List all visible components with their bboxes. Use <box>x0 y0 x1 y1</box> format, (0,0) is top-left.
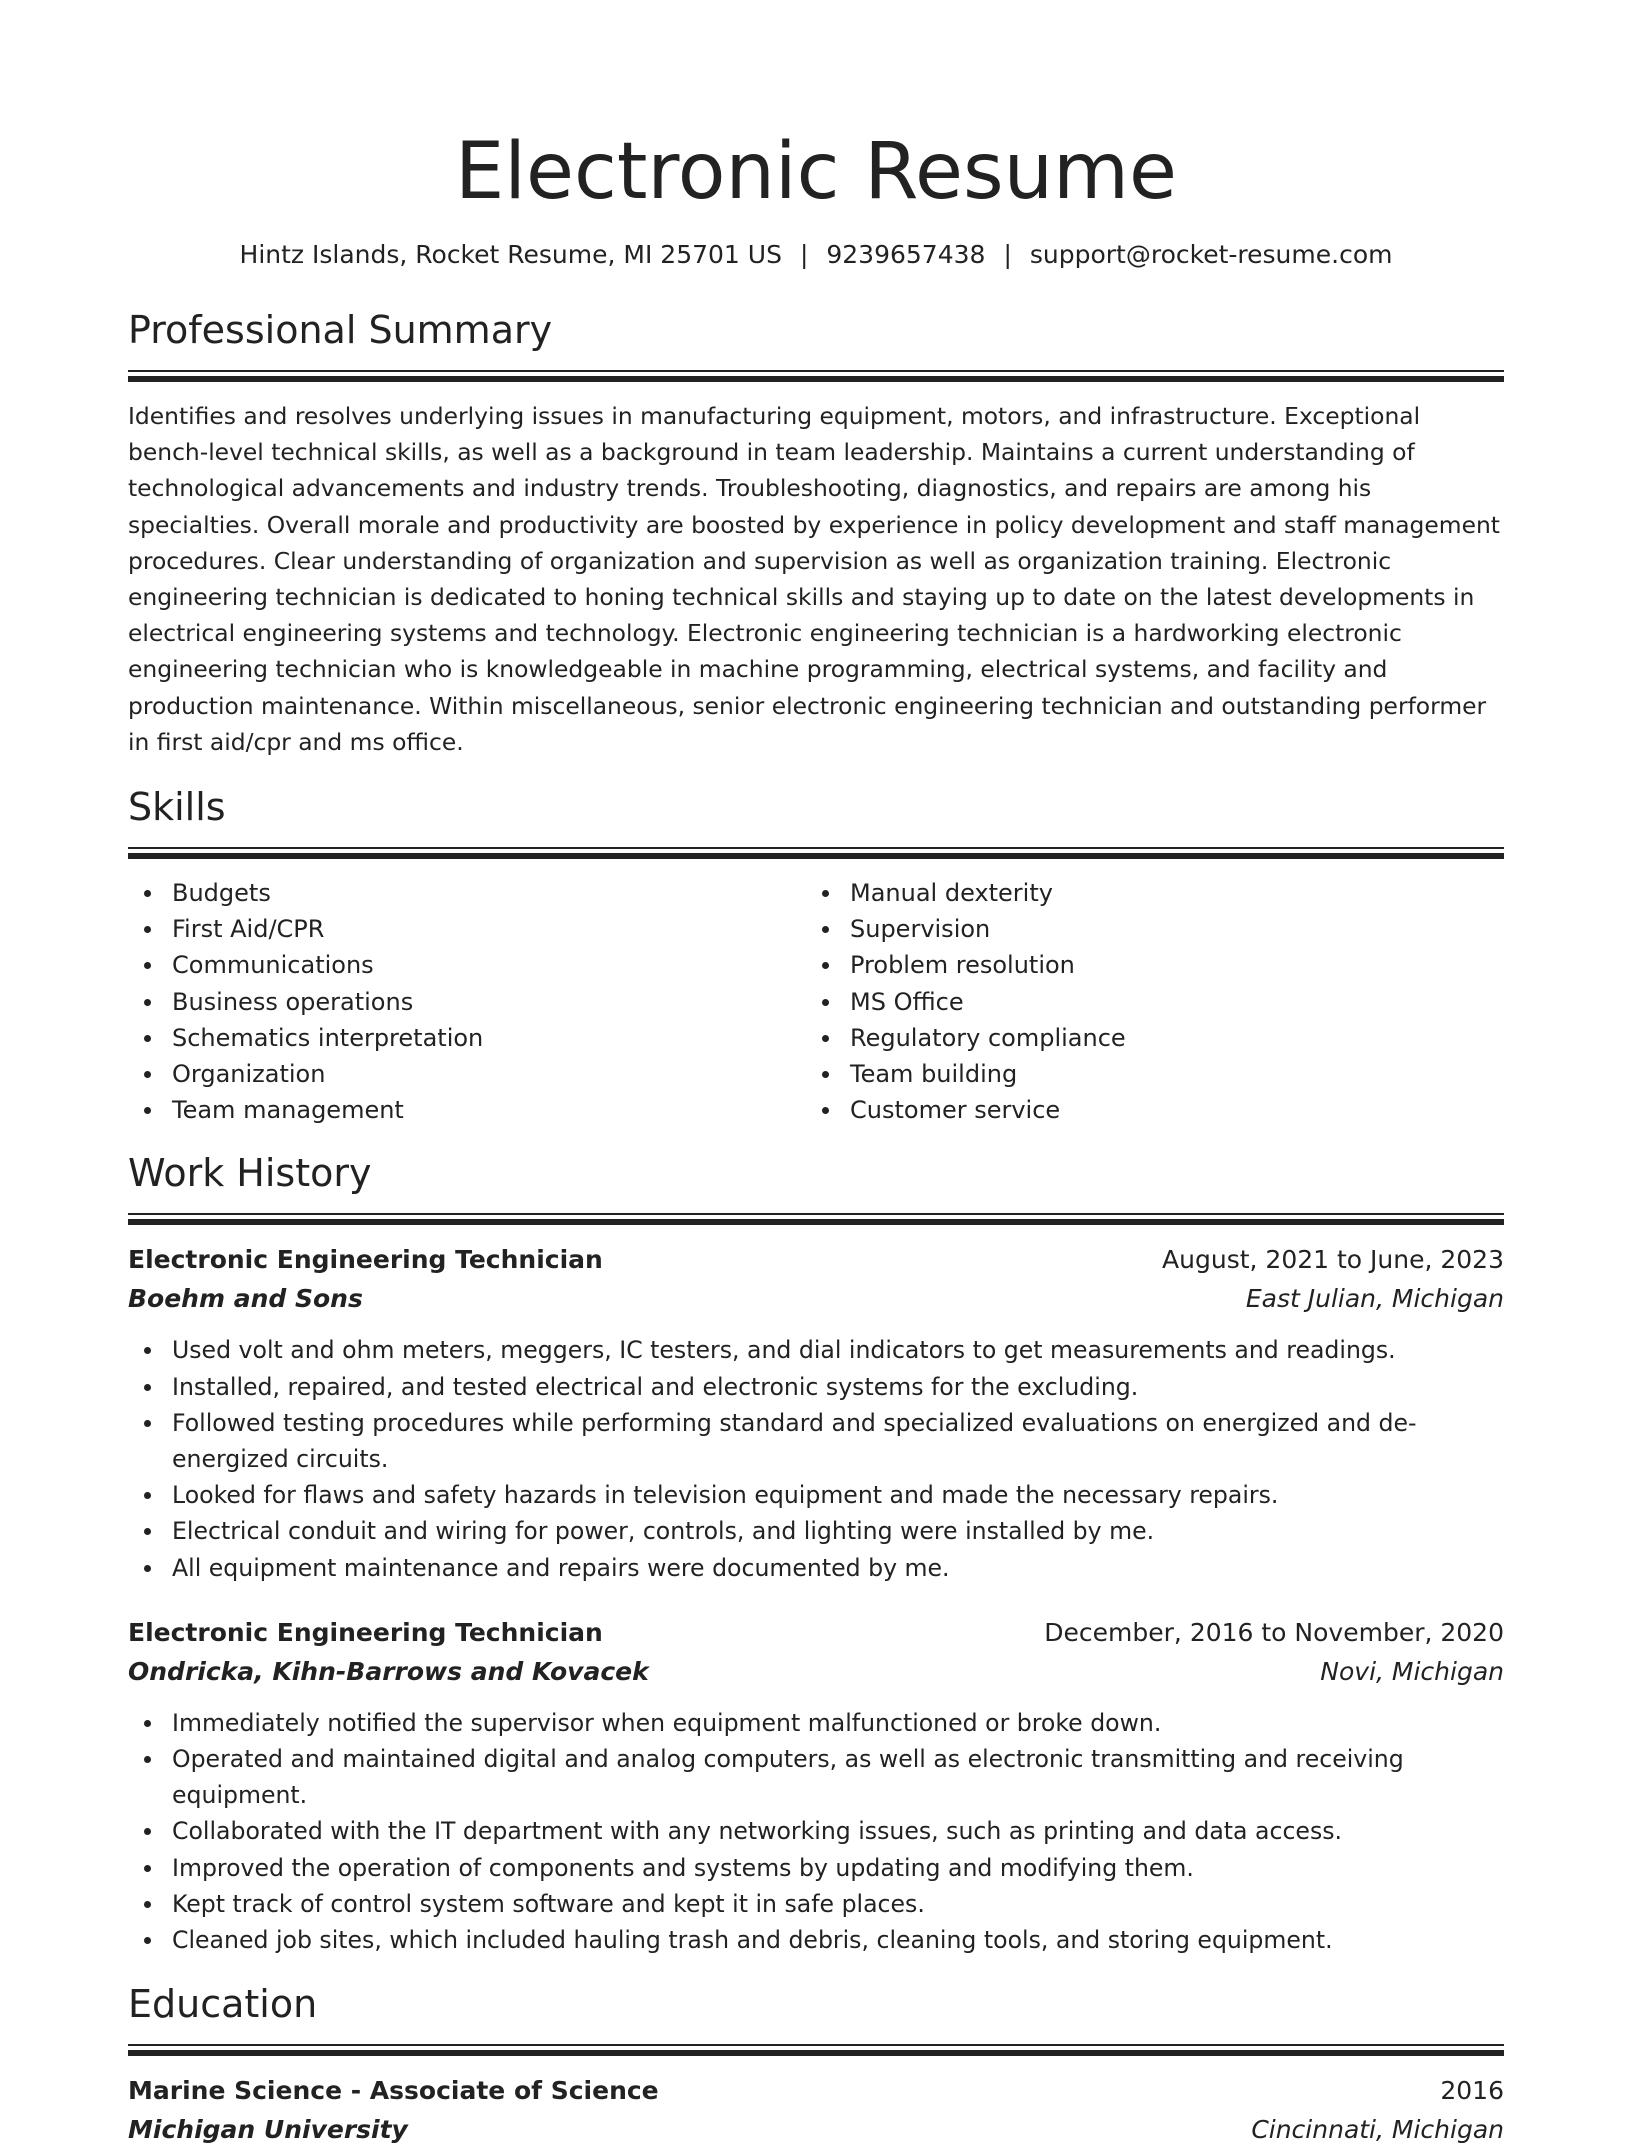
skill-item: Organization <box>128 1056 806 1092</box>
education-header <box>128 2072 1504 2110</box>
job-title: Electronic Engineering Technician <box>128 1245 603 1275</box>
contact-email: support@rocket-resume.com <box>1029 240 1393 269</box>
skill-item: Team management <box>128 1092 806 1128</box>
skills-list-right <box>806 875 1484 1128</box>
job-duty: Cleaned job sites, which included hauling trash and debris, cleaning tools, and storing equipment. <box>128 1922 1504 1958</box>
job-duty: Collaborated with the IT department with any networking issues, such as printing and data access. <box>128 1813 1504 1849</box>
resume-name: Electronic Resume <box>455 127 1177 217</box>
work-history-section <box>128 1149 1504 1958</box>
skill-item: Business operations <box>128 984 806 1020</box>
job-duties <box>128 1332 1504 1585</box>
education-location: Cincinnati, Michigan <box>1251 2115 1504 2145</box>
education-degree: Marine Science - Associate of Science <box>128 2076 659 2106</box>
job-duty: Immediately notified the supervisor when equipment malfunctioned or broke down. <box>128 1705 1504 1741</box>
skill-item: Customer service <box>806 1092 1484 1128</box>
job-duty: Improved the operation of components and systems by updating and modifying them. <box>128 1850 1504 1886</box>
job-company: Ondricka, Kihn-Barrows and Kovacek <box>128 1656 649 1686</box>
skills-columns <box>128 875 1504 1128</box>
contact-separator: | <box>799 240 809 269</box>
skill-item: Budgets <box>128 875 806 911</box>
education-year: 2016 <box>1440 2076 1504 2106</box>
job-duty: Electrical conduit and wiring for power, controls, and lighting were installed by me. <box>128 1513 1504 1549</box>
job-subheader <box>128 1279 1504 1319</box>
job-company: Boehm and Sons <box>128 1284 363 1314</box>
job-duty: Looked for flaws and safety hazards in television equipment and made the necessary repairs. <box>128 1477 1504 1513</box>
job-duty: Kept track of control system software and kept it in safe places. <box>128 1886 1504 1922</box>
job-duty: All equipment maintenance and repairs were documented by me. <box>128 1550 1504 1586</box>
section-divider <box>128 370 1504 382</box>
section-title-summary: Professional Summary <box>128 308 553 352</box>
job-entry <box>128 1614 1504 1958</box>
education-section <box>128 1980 1504 2150</box>
education-school: Michigan University <box>128 2115 408 2145</box>
education-entry <box>128 2072 1504 2150</box>
job-title: Electronic Engineering Technician <box>128 1617 603 1647</box>
job-duty: Used volt and ohm meters, meggers, IC testers, and dial indicators to get measurements and readings. <box>128 1332 1504 1368</box>
skill-item: Manual dexterity <box>806 875 1484 911</box>
job-header <box>128 1241 1504 1279</box>
contact-separator: | <box>1003 240 1012 269</box>
job-duty: Operated and maintained digital and analog computers, as well as electronic transmitting and receiving equipment. <box>128 1741 1504 1813</box>
job-subheader <box>128 1652 1504 1692</box>
skill-item: Regulatory compliance <box>806 1020 1484 1056</box>
contact-line <box>128 238 1504 272</box>
section-title-work-history: Work History <box>128 1151 372 1196</box>
summary-section <box>128 306 1504 760</box>
skill-item: Schematics interpretation <box>128 1020 806 1056</box>
job-dates: December, 2016 to November, 2020 <box>1044 1617 1504 1647</box>
section-title-skills: Skills <box>128 785 226 830</box>
section-divider <box>128 1213 1504 1225</box>
skill-item: Problem resolution <box>806 947 1484 983</box>
skill-item: Communications <box>128 947 806 983</box>
education-subheader <box>128 2110 1504 2150</box>
skills-section <box>128 783 1504 1128</box>
skill-item: First Aid/CPR <box>128 911 806 947</box>
skill-item: MS Office <box>806 984 1484 1020</box>
job-location: Novi, Michigan <box>1320 1656 1504 1686</box>
contact-address: Hintz Islands, Rocket Resume, MI 25701 US <box>239 240 782 269</box>
section-divider <box>128 847 1504 859</box>
resume-page <box>128 0 1504 2150</box>
job-duty: Installed, repaired, and tested electrical and electronic systems for the excluding. <box>128 1369 1504 1405</box>
section-divider <box>128 2044 1504 2056</box>
skill-item: Supervision <box>806 911 1484 947</box>
section-title-education: Education <box>128 1982 318 2027</box>
job-duties <box>128 1705 1504 1958</box>
job-entry <box>128 1241 1504 1585</box>
summary-text: Identifies and resolves underlying issues in manufacturing equipment, motors, and infrastructure. Exceptional bench-level technical skills, as well as a background in team leadership. Maintains a current understanding of technological advancements and industry trends. Troubleshooting, diagnostics, and repairs are among his specialties. Overall morale and productivity are boosted by experience in policy development and staff management procedures. Clear understanding of organization and supervision as well as organization training. Electronic engineering technician is dedicated to honing technical skills and staying up to date on the latest developments in electrical engineering systems and technology. Electronic engineering technician is a hardworking electronic engineering technician who is knowledgeable in machine programming, electrical systems, and facility and production maintenance. Within miscellaneous, senior electronic engineering technician and outstanding performer in first aid/cpr and ms office. <box>128 402 1500 756</box>
job-header <box>128 1614 1504 1652</box>
job-location: East Julian, Michigan <box>1245 1284 1504 1314</box>
contact-phone: 9239657438 <box>826 240 986 269</box>
skills-list-left <box>128 875 806 1128</box>
skill-item: Team building <box>806 1056 1484 1092</box>
job-dates: August, 2021 to June, 2023 <box>1162 1245 1504 1275</box>
job-duty: Followed testing procedures while performing standard and specialized evaluations on energized and de-energized circuits. <box>128 1405 1504 1477</box>
